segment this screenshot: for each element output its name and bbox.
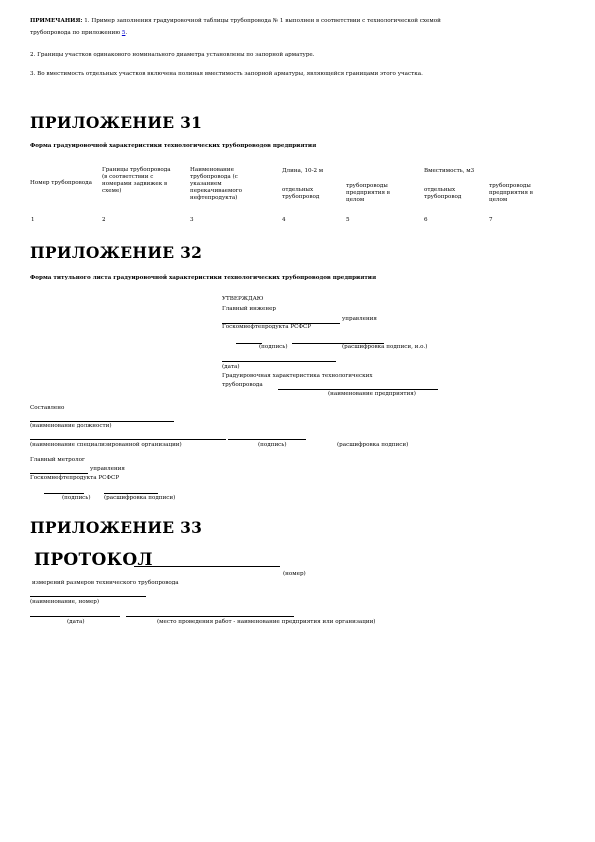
col-header-4: отдельных трубопровод [282,187,320,200]
col-number-1: 1 [31,217,35,223]
measurement-label: измерений размеров технического трубопровода [32,580,179,586]
department-label: управления [342,316,377,322]
col-header-5: трубопроводы предприятия в целом [346,183,390,203]
name-number-line [30,596,146,597]
department2-line [30,473,88,474]
note-3: 3. Во вместимость отдельных участков включена полиная вместимость запорной арматуры, являющейся границами этого участка. [30,71,423,77]
signature-decode3-caption: (расшифровка подписи) [104,495,176,501]
protocol-title: ПРОТОКОЛ [34,550,153,570]
length-header: Длина, 10-2 м [282,168,324,174]
char-title-2: трубопровода [222,382,263,388]
col-header-7: трубопроводы предприятия в целом [489,183,533,203]
appendix-5-link[interactable]: 5 [121,30,126,36]
date-caption: (дата) [222,364,240,370]
date2-caption: (дата) [67,619,85,625]
date2-line [30,616,120,617]
note-1-cont [30,30,127,37]
approve-label: УТВЕРЖДАЮ [222,296,264,302]
signature3-line [44,493,84,494]
col-header-2: Границы трубопровода (в соответствии с номерами задвижек в схеме) [102,167,171,194]
signature-decode3-line [104,493,158,494]
col-number-4: 4 [282,217,286,223]
gosneft-label: Госкомнефтепродукта РСФСР [222,324,312,330]
note-1-end: . [125,30,128,36]
org-line [30,439,226,440]
char-title-1: Градуировочная характеристика технологических [222,373,373,379]
appendix-33-title: ПРИЛОЖЕНИЕ 33 [30,518,203,537]
protocol-number-line [134,566,280,567]
place-caption: (место проведения работ - наименование предприятия или организации) [157,619,376,625]
signature3-caption: (подпись) [62,495,91,501]
enterprise-caption: (наименование предприятия) [328,391,416,397]
name-number-caption: (наименование, номер) [30,599,100,605]
appendix-32-title: ПРИЛОЖЕНИЕ 32 [30,243,203,262]
composed-label: Составлено [30,405,65,411]
department2-label: управления [90,466,125,472]
col-number-6: 6 [424,217,428,223]
position-caption: (наименование должности) [30,423,112,429]
date-line [222,361,336,362]
col-header-1: Номер трубопровода [30,180,92,186]
metrologist-label: Главный метролог [30,457,85,463]
signature-decode-caption: (расшифровка подписи, и.о.) [342,344,428,350]
col-number-3: 3 [190,217,194,223]
col-number-7: 7 [489,217,493,223]
capacity-header: Вместимость, м3 [424,168,475,174]
note-1 [30,18,441,25]
position-line [30,421,174,422]
gosneft2-label: Госкомнефтепродукта РСФСР [30,475,120,481]
note-2: 2. Границы участков одинакового номинального диаметра установлены по запорной арматуре. [30,52,315,58]
appendix-31-subtitle: Форма градуировочной характеристики технологических трубопроводов предприятия [30,143,317,149]
signature-decode2-caption: (расшифровка подписи) [337,442,409,448]
note-1-text: 1. Пример заполнения градуировочной таблицы трубопровода № 1 выполнен в соответствии с технологической схемой [82,18,441,24]
note-1-text2: трубопровода по приложению [30,30,122,36]
appendix-32-subtitle: Форма титульного листа градуировочной характеристики технологических трубопроводов предприятия [30,275,377,281]
signature-caption: (подпись) [259,344,288,350]
place-line [126,616,294,617]
note-label: ПРИМЕЧАНИЯ: [30,18,83,24]
appendix-31-title: ПРИЛОЖЕНИЕ 31 [30,113,203,132]
col-number-2: 2 [102,217,106,223]
col-number-5: 5 [346,217,350,223]
number-caption: (номер) [283,571,306,577]
col-header-3: Наименование трубопровода (с указанием перекачиваемого нефтепродукта) [190,167,242,201]
org-caption: (наименование специализированной организации) [30,442,182,448]
signature2-line [228,439,306,440]
chief-engineer-label: Главный инженер [222,306,276,312]
signature2-caption: (подпись) [258,442,287,448]
col-header-6: отдельных трубопровод [424,187,462,200]
enterprise-line [278,389,438,390]
